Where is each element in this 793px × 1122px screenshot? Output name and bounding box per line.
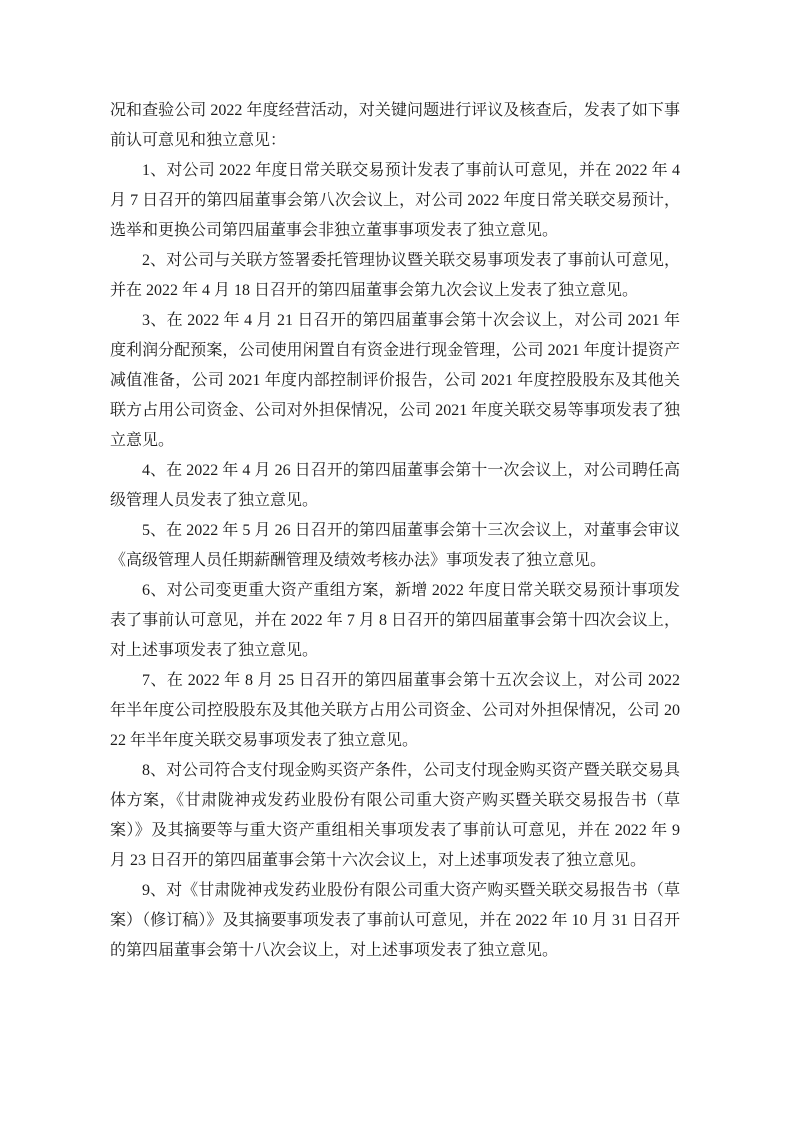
paragraph-item-1: 1、对公司 2022 年度日常关联交易预计发表了事前认可意见，并在 2022 年 4 月 7 日召开的第四届董事会第八次会议上，对公司 2022 年度日常关联交易预计，选举和更换公司第四届董事会非独立董事事项发表了独立意见。 — [110, 162, 680, 239]
paragraph-item-9: 9、对《甘肃陇神戎发药业股份有限公司重大资产购买暨关联交易报告书（草案）（修订稿）》及其摘要事项发表了事前认可意见，并在 2022 年 10 月 31 日召开的第四届董事会第十八次会议上，对上述事项发表了独立意见。 — [110, 882, 680, 959]
paragraph-item-7: 7、在 2022 年 8 月 25 日召开的第四届董事会第十五次会议上，对公司 2022 年半年度公司控股股东及其他关联方占用公司资金、公司对外担保情况，公司 2022 年半年度关联交易事项发表了独立意见。 — [110, 672, 680, 749]
paragraph-item-2: 2、对公司与关联方签署委托管理协议暨关联交易事项发表了事前认可意见，并在 2022 年 4 月 18 日召开的第四届董事会第九次会议上发表了独立意见。 — [110, 252, 680, 299]
paragraph-item-4: 4、在 2022 年 4 月 26 日召开的第四届董事会第十一次会议上，对公司聘任高级管理人员发表了独立意见。 — [110, 462, 680, 509]
paragraph-item-6: 6、对公司变更重大资产重组方案，新增 2022 年度日常关联交易预计事项发表了事前认可意见，并在 2022 年 7 月 8 日召开的第四届董事会第十四次会议上，对上述事项发表了独立意见。 — [110, 582, 680, 659]
paragraph-item-8: 8、对公司符合支付现金购买资产条件，公司支付现金购买资产暨关联交易具体方案，《甘肃陇神戎发药业股份有限公司重大资产购买暨关联交易报告书（草案）》及其摘要等与重大资产重组相关事项发表了事前认可意见，并在 2022 年 9 月 23 日召开的第四届董事会第十六次会议上，对上述事项发表了独立意见。 — [110, 762, 680, 869]
paragraph-continuation: 况和查验公司 2022 年度经营活动，对关键问题进行评议及核查后，发表了如下事前认可意见和独立意见： — [110, 102, 680, 149]
paragraph-item-3: 3、在 2022 年 4 月 21 日召开的第四届董事会第十次会议上，对公司 2021 年度利润分配预案，公司使用闲置自有资金进行现金管理，公司 2021 年度计提资产减值准备，公司 2021 年度内部控制评价报告，公司 2021 年度控股股东及其他关联方占用公司资金、公司对外担保情况，公司 2021 年度关联交易等事项发表了独立意见。 — [110, 312, 680, 449]
paragraph-item-5: 5、在 2022 年 5 月 26 日召开的第四届董事会第十三次会议上，对董事会审议《高级管理人员任期薪酬管理及绩效考核办法》事项发表了独立意见。 — [110, 522, 680, 569]
